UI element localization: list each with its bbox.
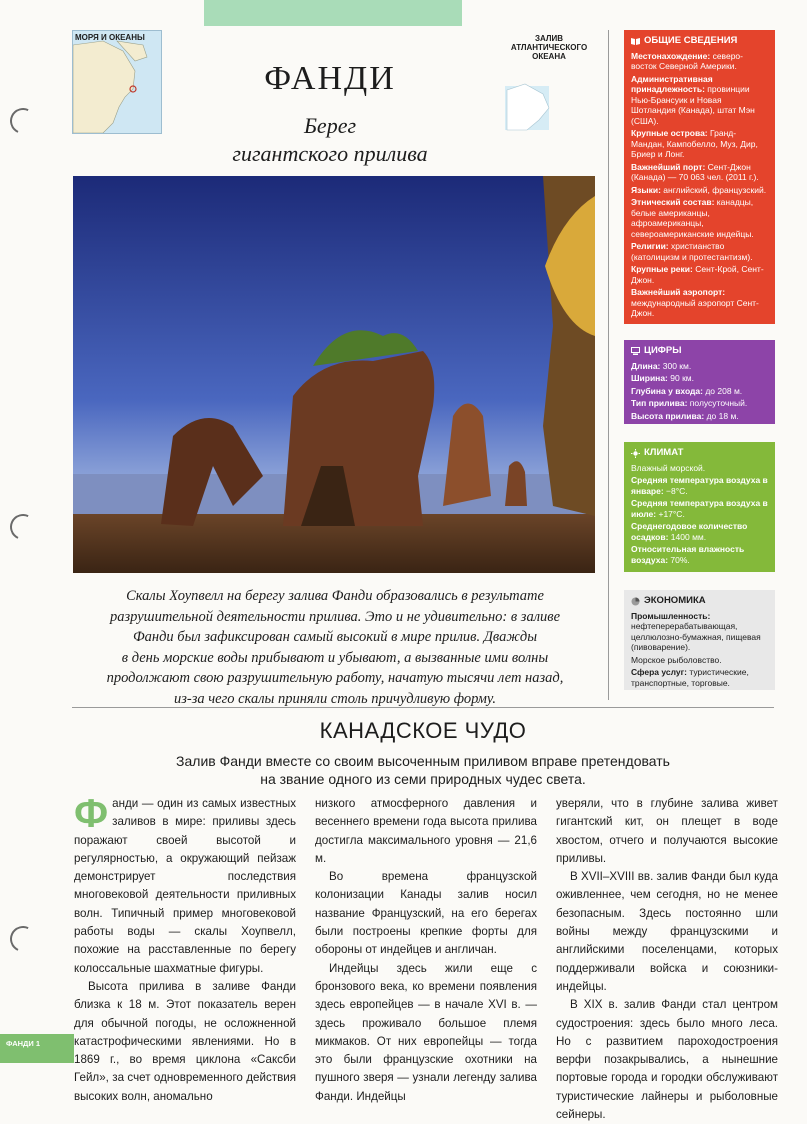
subtitle-line: Берег (303, 113, 357, 138)
numbers-panel (624, 340, 775, 424)
info-item: Высота прилива: до 18 м. (631, 410, 739, 421)
info-item: Длина: 300 км. (631, 360, 692, 371)
info-item: Влажный морской. (631, 462, 706, 473)
article-paragraph: низкого атмосферного давления и весеннего времени года высота прилива достигла максимального уровня — 21,6 м. (315, 797, 537, 865)
article-column-1 (74, 792, 296, 1106)
info-item: Важнейший аэропорт: международный аэропорт Сент-Джон. (631, 287, 759, 318)
gulf-map (503, 34, 595, 132)
info-item: Глубина у входа: до 208 м. (631, 385, 743, 396)
hopewell-rocks-photo (73, 176, 595, 573)
gulf-map-label: ЗАЛИВ АТЛАНТИЧЕСКОГО ОКЕАНА (510, 34, 588, 61)
economy-header: ЭКОНОМИКА (631, 596, 768, 607)
info-item: Морское рыболовство. (631, 654, 722, 665)
top-tab (204, 0, 462, 26)
drop-cap: Ф (74, 792, 109, 836)
binder-hole-icon (6, 510, 39, 543)
north-america-map-icon (73, 31, 161, 133)
general-info-panel (624, 30, 775, 324)
locator-map (72, 30, 162, 134)
subtitle-line: гигантского прилива (232, 141, 428, 166)
info-item: Местонахождение: северо-восток Северной Америки. (631, 50, 743, 71)
info-item: Административная принадлежность: провинции Нью-Брансуик и Новая Шотландия (Канада), штат Мэн (США). (631, 73, 755, 126)
pie-chart-icon (631, 597, 640, 605)
sun-icon (631, 449, 640, 457)
info-item: Сфера услуг: туристические, транспортные, торговые. (631, 667, 749, 688)
info-item: Промышленность: нефтеперерабатывающая, целлюлозно-бумажная, пищевая (пивоварение). (631, 610, 761, 652)
info-item: Важнейший порт: Сент-Джон (Канада) — 70 063 чел. (2011 г.). (631, 161, 759, 182)
info-item: Языки: английский, французский. (631, 184, 767, 195)
info-item: Среднегодовое количество осадков: 1400 мм. (631, 521, 748, 542)
section-divider (72, 707, 774, 708)
section-title: КАНАДСКОЕ ЧУДО (319, 718, 527, 743)
binder-hole-icon (6, 922, 39, 955)
page-title: ФАНДИ (264, 60, 396, 97)
book-icon (631, 37, 640, 45)
article-column-2 (315, 795, 537, 1106)
rocks-photo-illustration (73, 176, 595, 573)
info-item: Религии: христианство (католицизм и протестантизм). (631, 241, 753, 262)
climate-header: КЛИМАТ (631, 448, 768, 459)
coastline-map-icon (503, 34, 595, 132)
article-paragraph: В XIX в. залив Фанди стал центром судостроения: здесь было много леса. Но с развитием пароходостроения верфи позакрывались, а нынешние портовые города и городки обслуживают туристические лайнеры и рыболовные сейнеры. (556, 998, 778, 1122)
info-item: Крупные реки: Сент-Крой, Сент-Джон. (631, 264, 764, 285)
article-paragraph: Индейцы здесь жили еще с бронзового века, ко времени появления здесь европейцев — в начале XVI в. — здесь проживало большое племя микмаков. От них европейцы — тогда это были французские охотники на пушного зверя — узнали легенду залива Фанди. Индейцы (315, 961, 537, 1103)
info-item: Ширина: 90 км. (631, 373, 694, 383)
general-info-header: ОБЩИЕ СВЕДЕНИЯ (631, 36, 768, 47)
article-paragraph: Высота прилива в заливе Фанди близка к 18 м. Этот показатель верен для обычной погоды, не осложненной катастрофическими явлениями. Но в 1869 г., во время циклона «Сакcби Гейл», за счет одновременного действия высоких волн, аномально (74, 979, 296, 1103)
info-item: Средняя температура воздуха в июле: +17°С. (631, 498, 768, 519)
economy-panel (624, 590, 775, 690)
photo-caption: Скалы Хоупвелл на берегу залива Фанди образовались в результате разрушительной деятельности прилива. Это и не удивительно: в заливе Фанди был зафиксирован самый высокий в мире прилив. Дважды в день морские воды прибывают и убывают, а вызванные ими волны продолжают свою разрушительную работу, начатую тысячи лет назад, из-за чего скалы приняли столь причудливую форму. (106, 588, 564, 707)
info-item: Относительная влажность воздуха: 70%. (631, 544, 745, 565)
article-paragraph: Во времена французской колонизации Канады залив носил название Французский, на его берегах были построены крепкие форты для обороны от индейцев и англичан. (315, 870, 537, 957)
info-item: Средняя температура воздуха в январе: −8°С. (631, 475, 768, 496)
computer-icon (631, 347, 640, 355)
climate-panel (624, 442, 775, 572)
page-subtitle (160, 112, 500, 168)
binder-hole-icon (6, 104, 39, 137)
article-column-3 (556, 795, 778, 1124)
info-item: Этнический состав: канадцы, белые американцы, афроамериканцы, североамериканские индейцы. (631, 197, 754, 239)
article-paragraph: В XVII–XVIII вв. залив Фанди был куда оживленнее, чем сегодня, но не менее безопасным. Здесь постоянно шли войны между французскими и английскими поселенцами, которых поддерживали войска и союзники-индейцы. (556, 870, 778, 993)
page-footer: ФАНДИ 1 (0, 1034, 74, 1063)
article-paragraph: Фанди — один из самых известных заливов в мире: приливы здесь поражают своей высотой и регулярностью, а окружающий пейзаж демонстрирует последствия многовековой деятельности приливных волн. Типичный пример многовековой работы воды — скалы Хоупвелл, похожие на расставленные по берегу колоссальные шахматные фигуры. (74, 792, 296, 975)
column-divider (608, 30, 609, 700)
locator-map-label: МОРЯ И ОКЕАНЫ (75, 33, 145, 42)
info-item: Крупные острова: Гранд-Мандан, Кампобелло, Муз, Дир, Бриер и Лонг. (631, 128, 758, 159)
section-lead: Залив Фанди вместе со своим высоченным приливом вправе претендовать на звание одного из семи природных чудес света. (176, 753, 670, 787)
numbers-header: ЦИФРЫ (631, 346, 768, 357)
article-paragraph: уверяли, что в глубине залива живет гигантский кит, он плещет в воде хвостом, отчего и получаются высокие приливы. (556, 797, 778, 865)
info-item: Тип прилива: полусуточный. (631, 398, 748, 408)
